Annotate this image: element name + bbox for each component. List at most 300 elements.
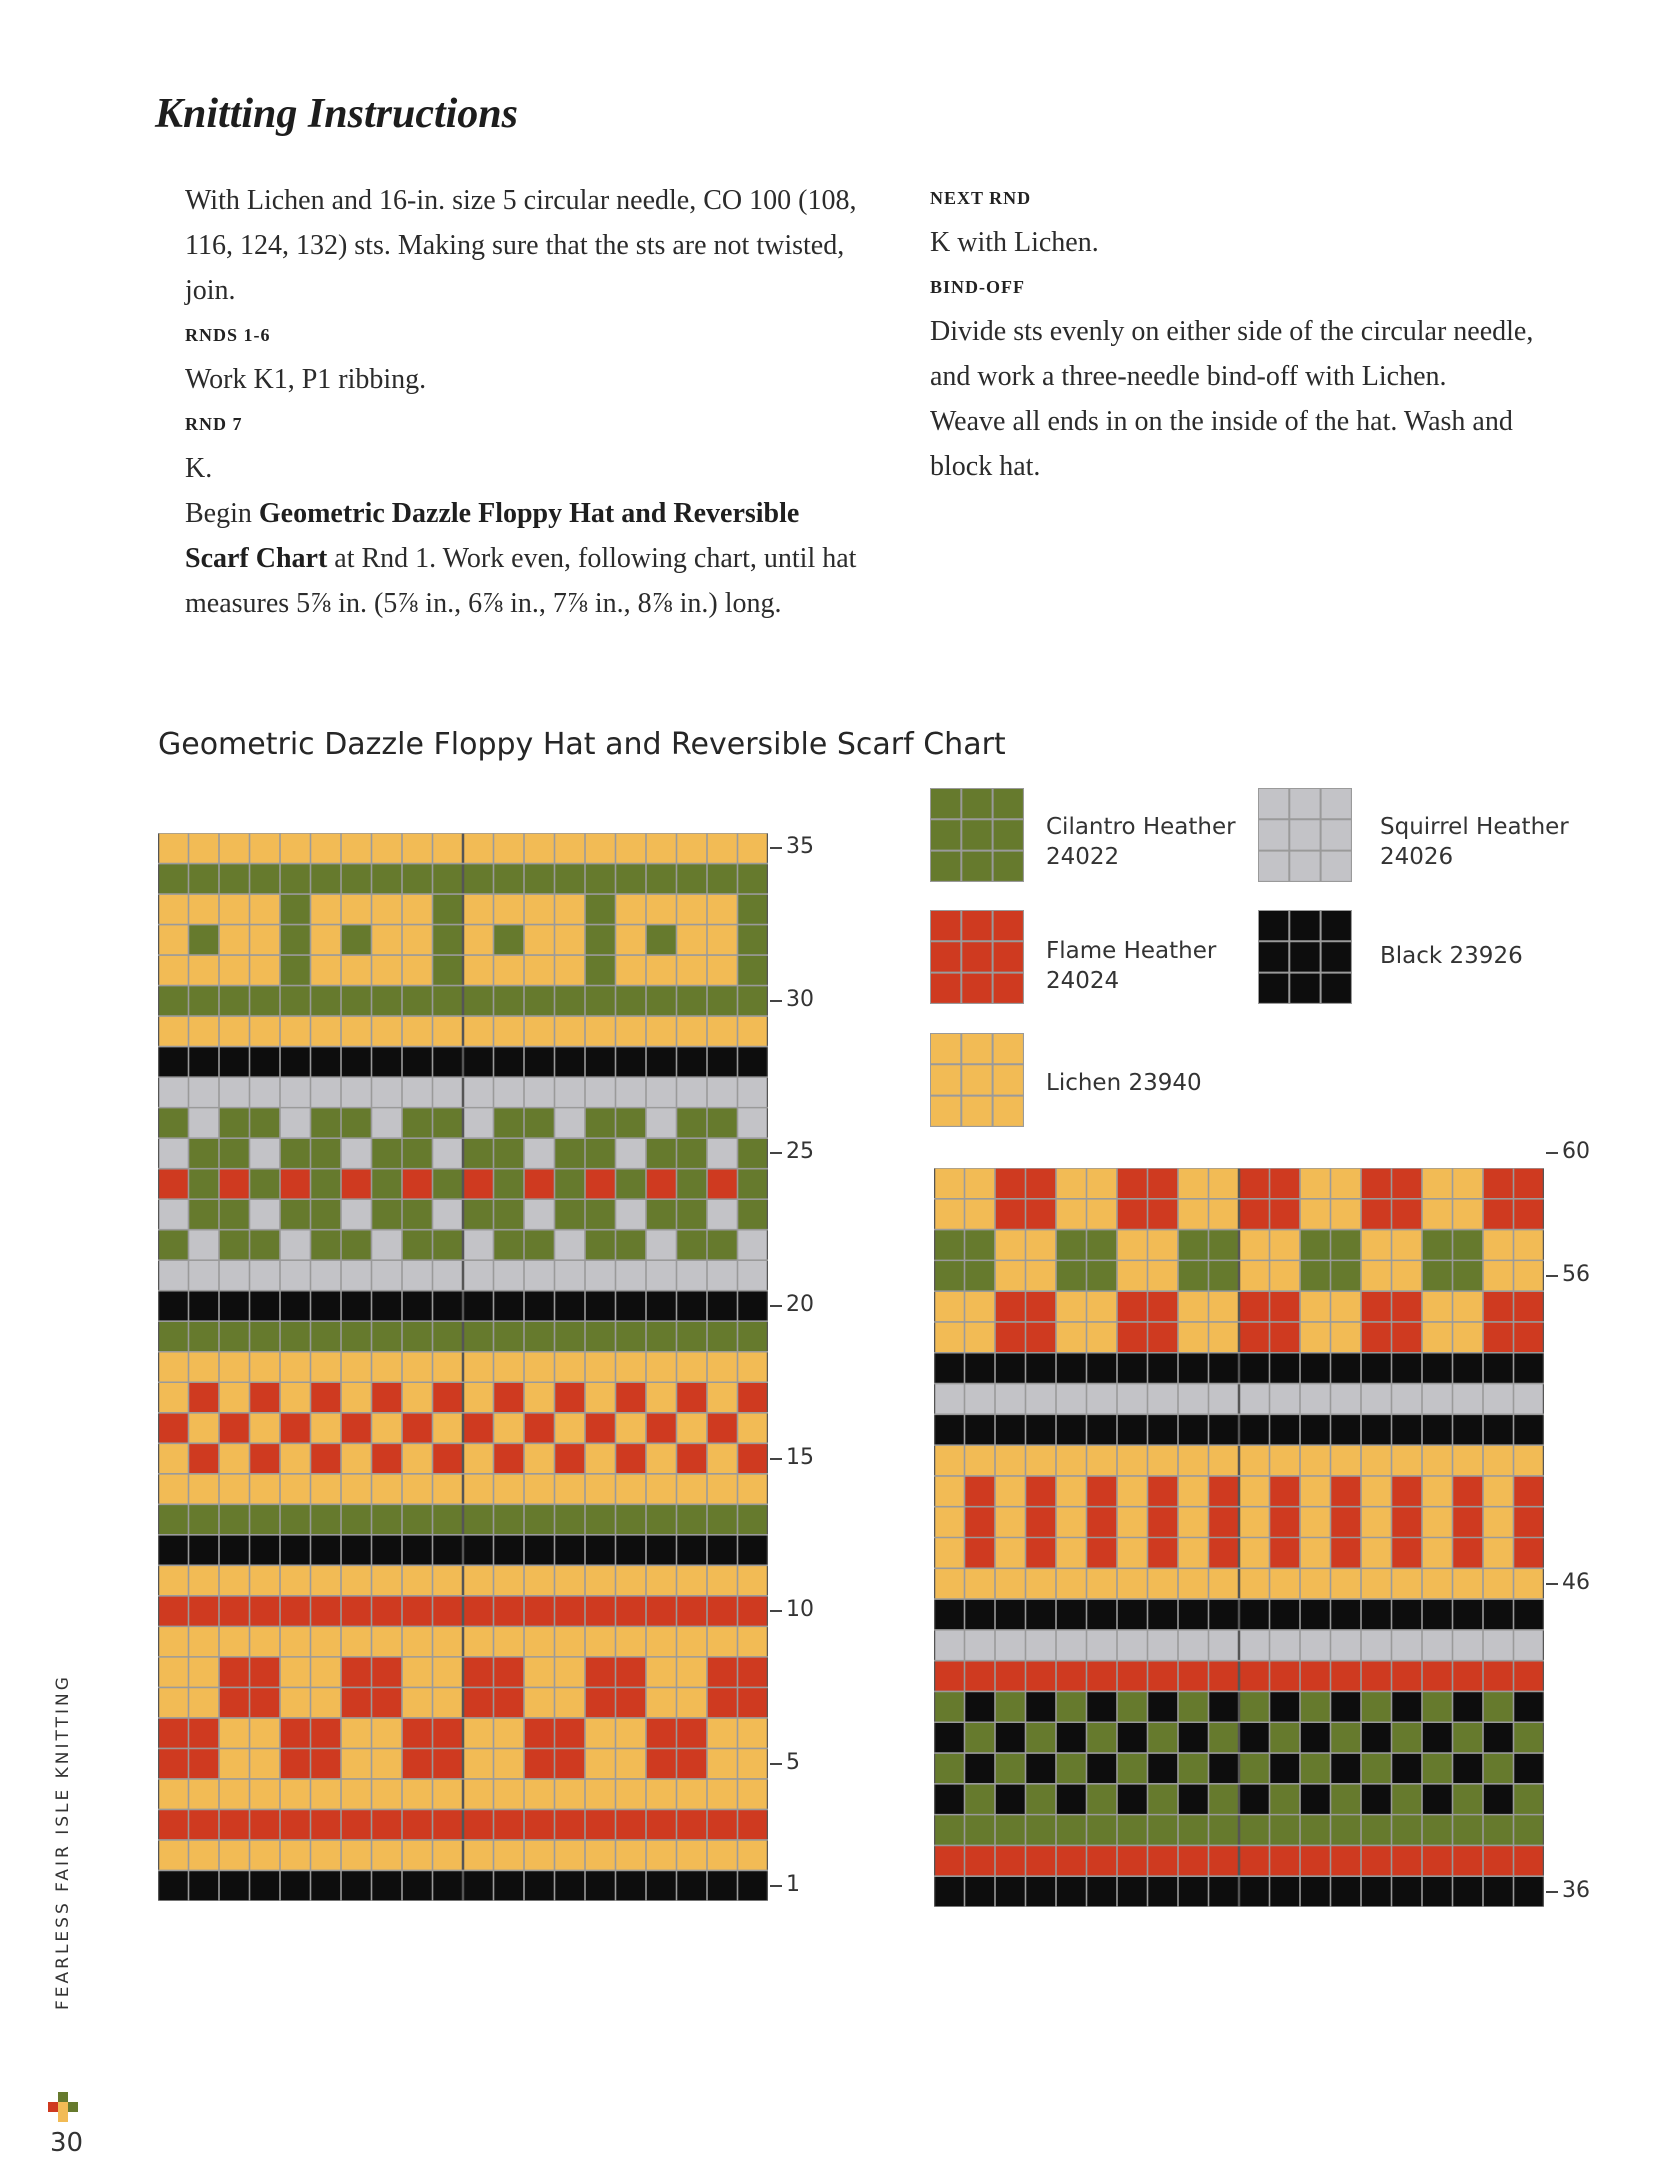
chart-cell <box>463 1657 494 1688</box>
chart-cell <box>1117 1322 1148 1353</box>
chart-cell <box>311 1382 342 1413</box>
chart-cell <box>524 1443 555 1474</box>
chart-cell <box>494 1596 525 1627</box>
chart-cell <box>707 1352 738 1383</box>
chart-cell <box>934 1568 965 1599</box>
chart-cell <box>1087 1538 1118 1569</box>
chart-cell <box>494 1230 525 1261</box>
chart-cell <box>189 833 220 864</box>
chart-cell <box>219 1809 250 1840</box>
legend-swatch <box>1258 788 1352 882</box>
chart-cell <box>1209 1445 1240 1476</box>
chart-cell <box>616 1596 647 1627</box>
chart-cell <box>524 864 555 895</box>
chart-cell <box>524 1840 555 1871</box>
chart-cell <box>463 1870 494 1901</box>
chart-cell <box>1239 1538 1270 1569</box>
chart-cell <box>494 1840 525 1871</box>
chart-cell <box>1209 1538 1240 1569</box>
chart-cell <box>1300 1876 1331 1907</box>
chart-cell <box>1087 1568 1118 1599</box>
chart-cell <box>494 1565 525 1596</box>
chart-cell <box>1056 1538 1087 1569</box>
chart-cell <box>1239 1568 1270 1599</box>
chart-cell <box>524 1199 555 1230</box>
chart-cell <box>995 1476 1026 1507</box>
chart-cell <box>311 1809 342 1840</box>
chart-cell <box>934 1384 965 1415</box>
chart-cell <box>585 1108 616 1139</box>
chart-cell <box>1422 1753 1453 1784</box>
chart-cell <box>1087 1291 1118 1322</box>
chart-cell <box>189 1779 220 1810</box>
chart-cell <box>524 1169 555 1200</box>
chart-cell <box>1178 1445 1209 1476</box>
chart-cell <box>1148 1568 1179 1599</box>
chart-cell <box>585 1413 616 1444</box>
chart-cell <box>1514 1753 1545 1784</box>
chart-cell <box>616 1230 647 1261</box>
chart-cell <box>1422 1353 1453 1384</box>
chart-cell <box>189 925 220 956</box>
chart-cell <box>1300 1691 1331 1722</box>
chart-cell <box>1178 1815 1209 1846</box>
chart-cell <box>1392 1815 1423 1846</box>
chart-cell <box>250 1870 281 1901</box>
chart-cell <box>1361 1230 1392 1261</box>
chart-cell <box>250 864 281 895</box>
chart-cell <box>1148 1322 1179 1353</box>
chart-cell <box>158 864 189 895</box>
chart-cell <box>158 1138 189 1169</box>
chart-cell <box>616 1443 647 1474</box>
chart-cell <box>494 1870 525 1901</box>
chart-cell <box>280 1077 311 1108</box>
chart-cell <box>585 1169 616 1200</box>
chart-cell <box>1483 1445 1514 1476</box>
chart-cell <box>965 1199 996 1230</box>
chart-cell <box>1392 1199 1423 1230</box>
chart-cell <box>158 1321 189 1352</box>
chart-cell <box>1392 1384 1423 1415</box>
chart-cell <box>463 1779 494 1810</box>
chart-cell <box>1422 1876 1453 1907</box>
chart-cell <box>433 1474 464 1505</box>
bindoff-text: Divide sts evenly on either side of the circular needle, and work a three-needle bind-off with Lichen. <box>930 316 1534 392</box>
chart-cell <box>189 1596 220 1627</box>
chart-cell <box>494 1108 525 1139</box>
chart-cell <box>677 925 708 956</box>
chart-cell <box>311 1443 342 1474</box>
chart-cell <box>1483 1691 1514 1722</box>
chart-cell <box>1514 1630 1545 1661</box>
chart-cell <box>158 1413 189 1444</box>
chart-cell <box>219 1077 250 1108</box>
chart-cell <box>1026 1691 1057 1722</box>
chart-cell <box>402 1413 433 1444</box>
chart-cell <box>616 1535 647 1566</box>
chart-cell <box>402 1870 433 1901</box>
chart-cell <box>965 1845 996 1876</box>
chart-cell <box>1026 1568 1057 1599</box>
chart-cell <box>1056 1630 1087 1661</box>
chart-cell <box>341 1382 372 1413</box>
chart-cell <box>372 925 403 956</box>
chart-cell <box>1087 1599 1118 1630</box>
chart-cell <box>1453 1414 1484 1445</box>
chart-cell <box>616 1321 647 1352</box>
chart-cell <box>555 986 586 1017</box>
chart-cell <box>524 1870 555 1901</box>
chart-cell <box>280 1504 311 1535</box>
chart-cell <box>494 955 525 986</box>
chart-cell <box>524 986 555 1017</box>
chart-cell <box>494 1687 525 1718</box>
chart-cell <box>1514 1384 1545 1415</box>
chart-cell <box>934 1507 965 1538</box>
chart-cell <box>738 925 769 956</box>
chart-cell <box>250 1657 281 1688</box>
chart-cell <box>1209 1260 1240 1291</box>
chart-cell <box>341 1321 372 1352</box>
chart-cell <box>646 1230 677 1261</box>
chart-cell <box>646 1352 677 1383</box>
chart-cell <box>995 1322 1026 1353</box>
chart-cell <box>1453 1199 1484 1230</box>
chart-cell <box>995 1691 1026 1722</box>
chart-cell <box>995 1845 1026 1876</box>
chart-cell <box>1117 1260 1148 1291</box>
chart-cell <box>402 1840 433 1871</box>
chart-cell <box>1483 1630 1514 1661</box>
chart-cell <box>189 1718 220 1749</box>
chart-cell <box>1331 1630 1362 1661</box>
chart-cell <box>1514 1538 1545 1569</box>
chart-cell <box>402 1596 433 1627</box>
chart-cell <box>934 1784 965 1815</box>
chart-cell <box>707 894 738 925</box>
chart-cell <box>1453 1845 1484 1876</box>
chart-cell <box>707 1230 738 1261</box>
chart-cell <box>738 894 769 925</box>
row-number: 60 <box>1562 1138 1590 1164</box>
chart-cell <box>738 1260 769 1291</box>
chart-cell <box>341 1596 372 1627</box>
chart-cell <box>616 1352 647 1383</box>
chart-cell <box>524 1565 555 1596</box>
chart-cell <box>1117 1445 1148 1476</box>
chart-cell <box>1209 1291 1240 1322</box>
chart-cell <box>965 1630 996 1661</box>
chart-cell <box>250 1535 281 1566</box>
chart-cell <box>158 1108 189 1139</box>
chart-cell <box>1300 1322 1331 1353</box>
chart-cell <box>707 1840 738 1871</box>
chart-cell <box>158 1260 189 1291</box>
chart-cell <box>1087 1845 1118 1876</box>
chart-cell <box>311 1138 342 1169</box>
chart-cell <box>1087 1691 1118 1722</box>
chart-cell <box>1270 1353 1301 1384</box>
chart-cell <box>1361 1815 1392 1846</box>
chart-cell <box>219 894 250 925</box>
chart-cell <box>311 894 342 925</box>
chart-cell <box>219 1321 250 1352</box>
chart-cell <box>158 894 189 925</box>
chart-cell <box>646 955 677 986</box>
chart-cell <box>341 1291 372 1322</box>
chart-cell <box>965 1599 996 1630</box>
chart-cell <box>189 1199 220 1230</box>
chart-cell <box>1087 1753 1118 1784</box>
chart-cell <box>965 1384 996 1415</box>
chart-cell <box>372 1291 403 1322</box>
chart-cell <box>1300 1353 1331 1384</box>
begin-paragraph <box>185 491 865 626</box>
chart-cell <box>1361 1661 1392 1692</box>
chart-cell <box>1148 1845 1179 1876</box>
chart-cell <box>1117 1414 1148 1445</box>
chart-cell <box>402 925 433 956</box>
chart-cell <box>1056 1476 1087 1507</box>
legend-swatch <box>930 910 1024 1004</box>
instructions-left-column <box>185 178 865 626</box>
chart-cell <box>494 1779 525 1810</box>
chart-cell <box>965 1661 996 1692</box>
chart-cell <box>219 1535 250 1566</box>
chart-cell <box>1300 1630 1331 1661</box>
chart-cell <box>1422 1230 1453 1261</box>
chart-cell <box>555 955 586 986</box>
chart-cell <box>494 894 525 925</box>
chart-cell <box>707 1260 738 1291</box>
chart-cell <box>524 1291 555 1322</box>
chart-cell <box>524 955 555 986</box>
chart-cell <box>1300 1815 1331 1846</box>
rnds-1-6-label: RNDS 1-6 <box>185 325 271 345</box>
chart-cell <box>585 1779 616 1810</box>
chart-cell <box>1392 1414 1423 1445</box>
chart-cell <box>463 1108 494 1139</box>
chart-cell <box>433 1687 464 1718</box>
chart-cell <box>250 1352 281 1383</box>
chart-cell <box>280 864 311 895</box>
chart-cell <box>646 833 677 864</box>
chart-cell <box>1483 1199 1514 1230</box>
chart-cell <box>585 1291 616 1322</box>
chart-cell <box>738 1291 769 1322</box>
chart-cell <box>219 1291 250 1322</box>
chart-cell <box>616 1413 647 1444</box>
chart-cell <box>1331 1353 1362 1384</box>
chart-cell <box>1148 1538 1179 1569</box>
chart-cell <box>616 1870 647 1901</box>
chart-cell <box>1026 1784 1057 1815</box>
chart-cell <box>934 1322 965 1353</box>
chart-cell <box>341 894 372 925</box>
chart-cell <box>1392 1661 1423 1692</box>
legend-swatch <box>1258 910 1352 1004</box>
chart-cell <box>585 1199 616 1230</box>
chart-cell <box>311 1260 342 1291</box>
chart-cell <box>1270 1753 1301 1784</box>
chart-cell <box>189 1626 220 1657</box>
chart-cell <box>1117 1384 1148 1415</box>
chart-cell <box>1453 1815 1484 1846</box>
chart-cell <box>524 1413 555 1444</box>
chart-cell <box>707 1809 738 1840</box>
chart-cell <box>646 894 677 925</box>
chart-cell <box>372 1047 403 1078</box>
chart-cell <box>189 1504 220 1535</box>
chart-cell <box>934 1722 965 1753</box>
chart-cell <box>189 1657 220 1688</box>
chart-cell <box>616 1199 647 1230</box>
next-rnd-label: NEXT RND <box>930 188 1032 208</box>
chart-cell <box>280 1474 311 1505</box>
chart-cell <box>250 1687 281 1718</box>
chart-cell <box>189 864 220 895</box>
chart-cell <box>1239 1199 1270 1230</box>
chart-cell <box>311 1474 342 1505</box>
row-tick <box>1546 1891 1558 1893</box>
chart-cell <box>1514 1599 1545 1630</box>
chart-cell <box>1300 1753 1331 1784</box>
chart-cell <box>189 1840 220 1871</box>
chart-cell <box>1422 1815 1453 1846</box>
chart-cell <box>158 1291 189 1322</box>
chart-cell <box>463 1626 494 1657</box>
chart-cell <box>1056 1260 1087 1291</box>
chart-cell <box>433 1352 464 1383</box>
chart-cell <box>646 1382 677 1413</box>
chart-cell <box>1087 1507 1118 1538</box>
chart-cell <box>463 1596 494 1627</box>
chart-cell <box>372 1413 403 1444</box>
chart-cell <box>189 1108 220 1139</box>
chart-cell <box>1056 1815 1087 1846</box>
chart-cell <box>1483 1353 1514 1384</box>
chart-cell <box>965 1260 996 1291</box>
chart-cell <box>1209 1661 1240 1692</box>
chart-cell <box>1331 1599 1362 1630</box>
chart-cell <box>372 1504 403 1535</box>
chart-cell <box>372 1748 403 1779</box>
chart-cell <box>1422 1322 1453 1353</box>
rnd-7-label: RND 7 <box>185 414 243 434</box>
chart-cell <box>402 1748 433 1779</box>
chart-cell <box>524 1718 555 1749</box>
chart-cell <box>1483 1507 1514 1538</box>
chart-cell <box>707 986 738 1017</box>
chart-cell <box>280 1230 311 1261</box>
chart-cell <box>555 1138 586 1169</box>
chart-cell <box>463 1169 494 1200</box>
begin-prefix: Begin <box>185 498 259 529</box>
chart-cell <box>372 986 403 1017</box>
chart-cell <box>555 833 586 864</box>
chart-cell <box>1026 1630 1057 1661</box>
chart-cell <box>995 1260 1026 1291</box>
chart-cell <box>677 1199 708 1230</box>
chart-cell <box>616 1718 647 1749</box>
chart-cell <box>1453 1353 1484 1384</box>
chart-cell <box>1056 1445 1087 1476</box>
chart-cell <box>402 894 433 925</box>
chart-cell <box>585 1870 616 1901</box>
chart-cell <box>1087 1722 1118 1753</box>
chart-cell <box>463 1504 494 1535</box>
chart-cell <box>158 1230 189 1261</box>
chart-cell <box>1422 1784 1453 1815</box>
chart-cell <box>995 1815 1026 1846</box>
chart-cell <box>250 833 281 864</box>
chart-cell <box>934 1291 965 1322</box>
chart-cell <box>1422 1291 1453 1322</box>
chart-cell <box>280 1626 311 1657</box>
chart-cell <box>1178 1753 1209 1784</box>
rnd-7-text: K. <box>185 453 213 484</box>
chart-cell <box>995 1784 1026 1815</box>
chart-cell <box>1209 1322 1240 1353</box>
chart-cell <box>1209 1353 1240 1384</box>
chart-cell <box>341 1718 372 1749</box>
chart-cell <box>1026 1353 1057 1384</box>
chart-cell <box>1453 1722 1484 1753</box>
chart-cell <box>1117 1630 1148 1661</box>
chart-cell <box>250 1169 281 1200</box>
chart-cell <box>1148 1445 1179 1476</box>
chart-cell <box>250 1565 281 1596</box>
chart-cell <box>250 955 281 986</box>
chart-cell <box>402 1291 433 1322</box>
chart-cell <box>280 1382 311 1413</box>
chart-cell <box>1361 1353 1392 1384</box>
chart-cell <box>1300 1845 1331 1876</box>
chart-cell <box>1514 1230 1545 1261</box>
chart-cell <box>463 925 494 956</box>
chart-cell <box>555 925 586 956</box>
chart-cell <box>1178 1876 1209 1907</box>
chart-cell <box>1239 1630 1270 1661</box>
chart-cell <box>1209 1199 1240 1230</box>
chart-cell <box>219 1870 250 1901</box>
chart-cell <box>311 1077 342 1108</box>
chart-cell <box>1087 1630 1118 1661</box>
chart-cell <box>158 1474 189 1505</box>
chart-cell <box>707 1779 738 1810</box>
chart-cell <box>158 925 189 956</box>
chart-cell <box>646 1108 677 1139</box>
chart-cell <box>1087 1230 1118 1261</box>
chart-cell <box>677 1687 708 1718</box>
chart-cell <box>433 1016 464 1047</box>
chart-cell <box>372 1382 403 1413</box>
chart-cell <box>1453 1291 1484 1322</box>
chart-cell <box>1422 1661 1453 1692</box>
chart-cell <box>1178 1845 1209 1876</box>
chart-cell <box>555 1474 586 1505</box>
chart-cell <box>585 986 616 1017</box>
chart-cell <box>402 1016 433 1047</box>
chart-cell <box>219 1138 250 1169</box>
chart-cell <box>616 986 647 1017</box>
chart-cell <box>1056 1507 1087 1538</box>
chart-cell <box>1026 1476 1057 1507</box>
chart-cell <box>494 1718 525 1749</box>
chart-cell <box>646 1870 677 1901</box>
chart-cell <box>585 1504 616 1535</box>
